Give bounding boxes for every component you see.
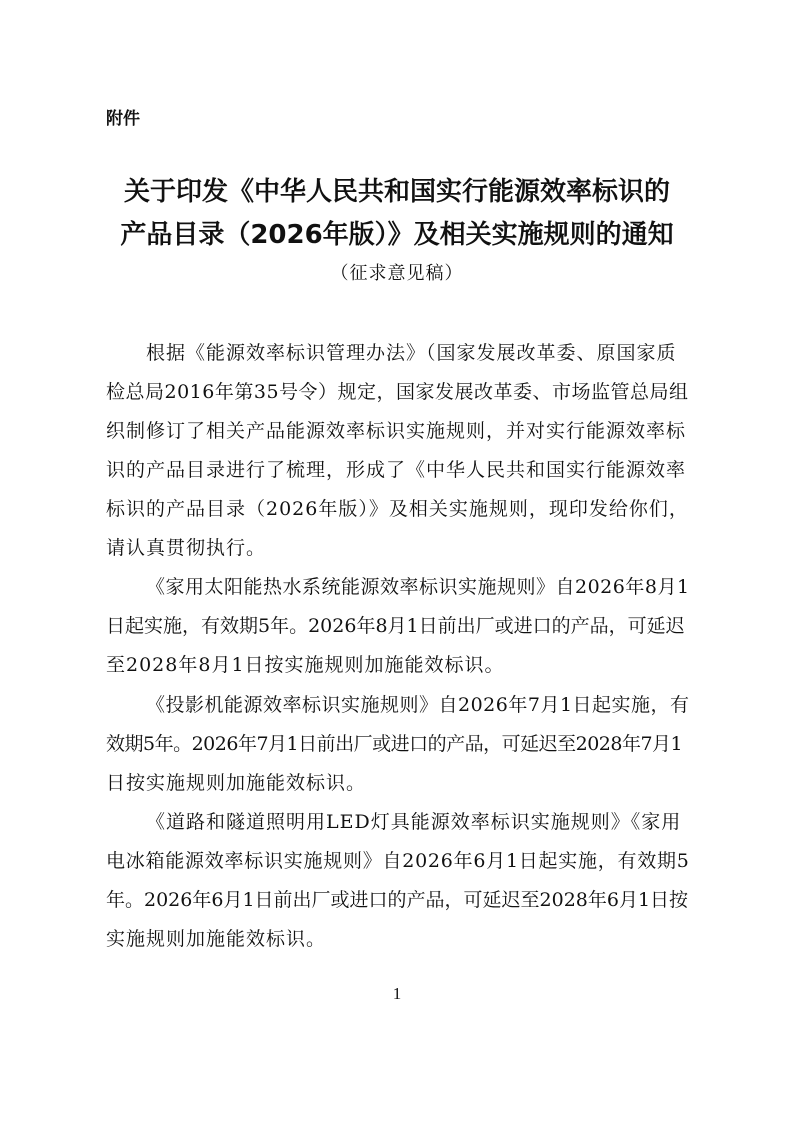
paragraph-1-line-5: 标识的产品目录（2026年版）》及相关实施规则，现印发给你们， [106, 498, 689, 520]
paragraph-1-line-2: 检总局2016年第35号令）规定，国家发展改革委、市场监管总局组 [106, 381, 689, 403]
paragraph-1-line-4: 识的产品目录进行了梳理，形成了《中华人民共和国实行能源效率 [106, 459, 687, 481]
title-line-2: 产品目录（2026年版）》及相关实施规则的通知 [120, 220, 674, 250]
paragraph-3-line-1: 《投影机能源效率标识实施规则》自2026年7月1日起实施，有 [146, 694, 690, 716]
paragraph-4-line-4: 实施规则加施能效标识。 [106, 928, 327, 950]
paragraph-3-line-3: 日按实施规则加施能效标识。 [106, 772, 367, 794]
paragraph-1-line-3: 织制修订了相关产品能源效率标识实施规则，并对实行能源效率标 [106, 420, 687, 442]
paragraph-1-line-1: 根据《能源效率标识管理办法》（国家发展改革委、原国家质 [146, 342, 677, 364]
paragraph-2-line-1: 《家用太阳能热水系统能源效率标识实施规则》自2026年8月1 [146, 576, 690, 598]
paragraph-4-line-2: 电冰箱能源效率标识实施规则》自2026年6月1日起实施，有效期5 [106, 850, 690, 872]
paragraph-4-line-3: 年。2026年6月1日前出厂或进口的产品，可延迟至2028年6月1日按 [106, 889, 689, 911]
title-line-1: 关于印发《中华人民共和国实行能源效率标识的 [123, 177, 670, 207]
paragraph-2-line-3: 至2028年8月1日按实施规则加施能效标识。 [106, 654, 505, 676]
paragraph-1-line-6: 请认真贯彻执行。 [106, 537, 267, 559]
attachment-label: 附件 [106, 109, 140, 129]
paragraph-3-line-2: 效期5年。2026年7月1日前出厂或进口的产品，可延迟至2028年7月1 [106, 733, 683, 755]
paragraph-4-line-1: 《道路和隧道照明用LED灯具能源效率标识实施规则》《家用 [146, 811, 682, 833]
paragraph-2-line-2: 日起实施，有效期5年。2026年8月1日前出厂或进口的产品，可延迟 [106, 615, 685, 637]
page-number: 1 [392, 984, 402, 1003]
draft-subtitle: （征求意见稿） [330, 263, 464, 284]
